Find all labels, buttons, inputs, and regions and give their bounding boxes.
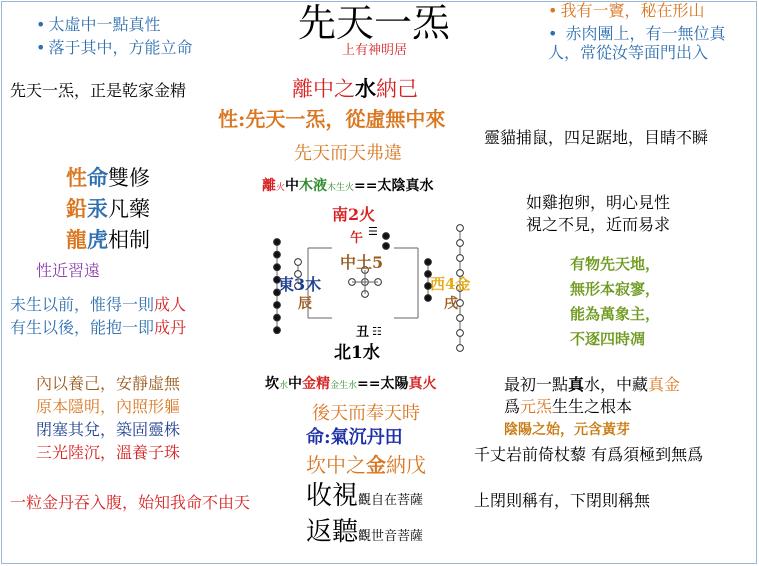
shou-shi: 收視觀自在菩薩 bbox=[306, 481, 424, 511]
kan-zhong-jin: 坎中之金納戊 bbox=[306, 453, 426, 477]
li-row-taiyin: 離火中木液木生火==太陰真水 bbox=[262, 178, 434, 194]
xiantian-er-tianfuwei: 先天而天弗違 bbox=[294, 143, 402, 164]
poem-line-1: 有物先天地， bbox=[570, 255, 661, 273]
yin-dot bbox=[274, 239, 281, 246]
page-title: 先天一炁 bbox=[298, 1, 451, 45]
yinyang-zhishi: 陰陽之始，元含黃芽 bbox=[504, 422, 630, 438]
yin-dot bbox=[425, 295, 432, 302]
bise-qidui: 閉塞其兌，築固靈株 bbox=[36, 420, 181, 439]
top-left-note-1: • 太虛中一點真性 bbox=[36, 16, 160, 34]
ming-qichen: 命:氣沉丹田 bbox=[306, 427, 403, 448]
longhu-xiangzhi: 龍虎相制 bbox=[66, 227, 150, 252]
poem-line-3: 能為萬象主， bbox=[570, 305, 661, 323]
yin-dot bbox=[274, 314, 281, 321]
yang-dot bbox=[457, 315, 464, 322]
diagram-chou: 丑 bbox=[356, 325, 370, 340]
top-left-note-2: • 落于其中，方能立命 bbox=[36, 39, 192, 57]
yin-dot bbox=[383, 243, 390, 250]
diagram-east: 東3木 bbox=[278, 275, 322, 294]
neiyi-yangji: 內以養己，安靜虛無 bbox=[36, 374, 181, 393]
yang-dot bbox=[457, 345, 464, 352]
sanguang-luchen: 三光陸沉，溫養子珠 bbox=[36, 443, 181, 462]
top-right-note-1: • 我有一竇，秘在形山 bbox=[548, 2, 704, 20]
yang-dot bbox=[457, 240, 464, 247]
yuanben-yinming: 原本隱明，內照形軀 bbox=[36, 397, 181, 416]
diagram-trigram-top: ☰ bbox=[368, 225, 378, 238]
xing-xiantian: 性:先天一炁，從虛無中來 bbox=[218, 107, 446, 131]
diagram-chen: 辰 bbox=[298, 296, 312, 312]
diagram-xu: 戌 bbox=[444, 296, 458, 312]
lingmao-bushu: 靈貓捕鼠，四足踞地，目睛不瞬 bbox=[484, 128, 709, 147]
yang-dot bbox=[457, 225, 464, 232]
diagram-north: 北1水 bbox=[334, 343, 380, 363]
yin-dot bbox=[274, 264, 281, 271]
diagram-trigram-bottom: ☷ bbox=[372, 325, 382, 338]
top-right-note-2: • 赤肉團上，有一無位真人，常從汝等面門出入 bbox=[548, 24, 748, 62]
xingming-shuangxiu: 性命雙修 bbox=[66, 165, 150, 190]
page-subtitle: 上有神明居 bbox=[342, 43, 408, 58]
kan-row-taiyang: 坎水中金精金生水==太陽真火 bbox=[265, 376, 437, 392]
yin-dot bbox=[274, 302, 281, 309]
xingjin-xiyuan: 性近習遠 bbox=[36, 261, 101, 280]
yang-dot bbox=[457, 255, 464, 262]
poem-line-2: 無形本寂寥， bbox=[570, 280, 661, 298]
li-zhong-shui: 離中之水納己 bbox=[292, 77, 418, 101]
diagram-wu: 午 bbox=[350, 231, 364, 246]
qianzhang-yan: 千丈岩前倚杖藜 有爲須極到無爲 bbox=[474, 445, 704, 464]
yang-dot bbox=[457, 330, 464, 337]
poem-line-4: 不逐四時凋 bbox=[570, 330, 646, 348]
xiantian-qianjia: 先天一炁，正是乾家金精 bbox=[10, 81, 187, 100]
shangbi-xiabi: 上閉則稱有，下閉則稱無 bbox=[474, 491, 651, 510]
shizhi-bujian: 視之不見，近而易求 bbox=[526, 215, 671, 234]
yang-dot bbox=[295, 259, 302, 266]
diagram-south: 南2火 bbox=[332, 205, 376, 224]
houtian-fengtianshi: 後天而奉天時 bbox=[312, 403, 420, 424]
yin-dot bbox=[425, 259, 432, 266]
diagram-center: 中土5 bbox=[340, 253, 384, 272]
ruji-baoluan: 如雞抱卵，明心見性 bbox=[526, 193, 671, 212]
fan-ting: 返聽觀世音菩薩 bbox=[306, 517, 424, 547]
yili-jindan: 一粒金丹吞入腹，始知我命不由天 bbox=[10, 493, 251, 512]
yin-dot bbox=[274, 327, 281, 334]
zuichu-yidian: 最初一點真水，中藏真金 bbox=[504, 375, 681, 394]
weisheng-yiqian: 未生以前，惟得一則成人 bbox=[10, 295, 187, 314]
yin-dot bbox=[383, 233, 390, 240]
qianhong-fanyao: 鉛汞凡藥 bbox=[66, 196, 150, 221]
wei-yuanqi: 爲元炁生生之根本 bbox=[504, 397, 633, 416]
yin-dot bbox=[274, 251, 281, 258]
yousheng-yihou: 有生以後，能抱一即成丹 bbox=[10, 318, 187, 337]
diagram-west: 西4金 bbox=[430, 275, 471, 293]
